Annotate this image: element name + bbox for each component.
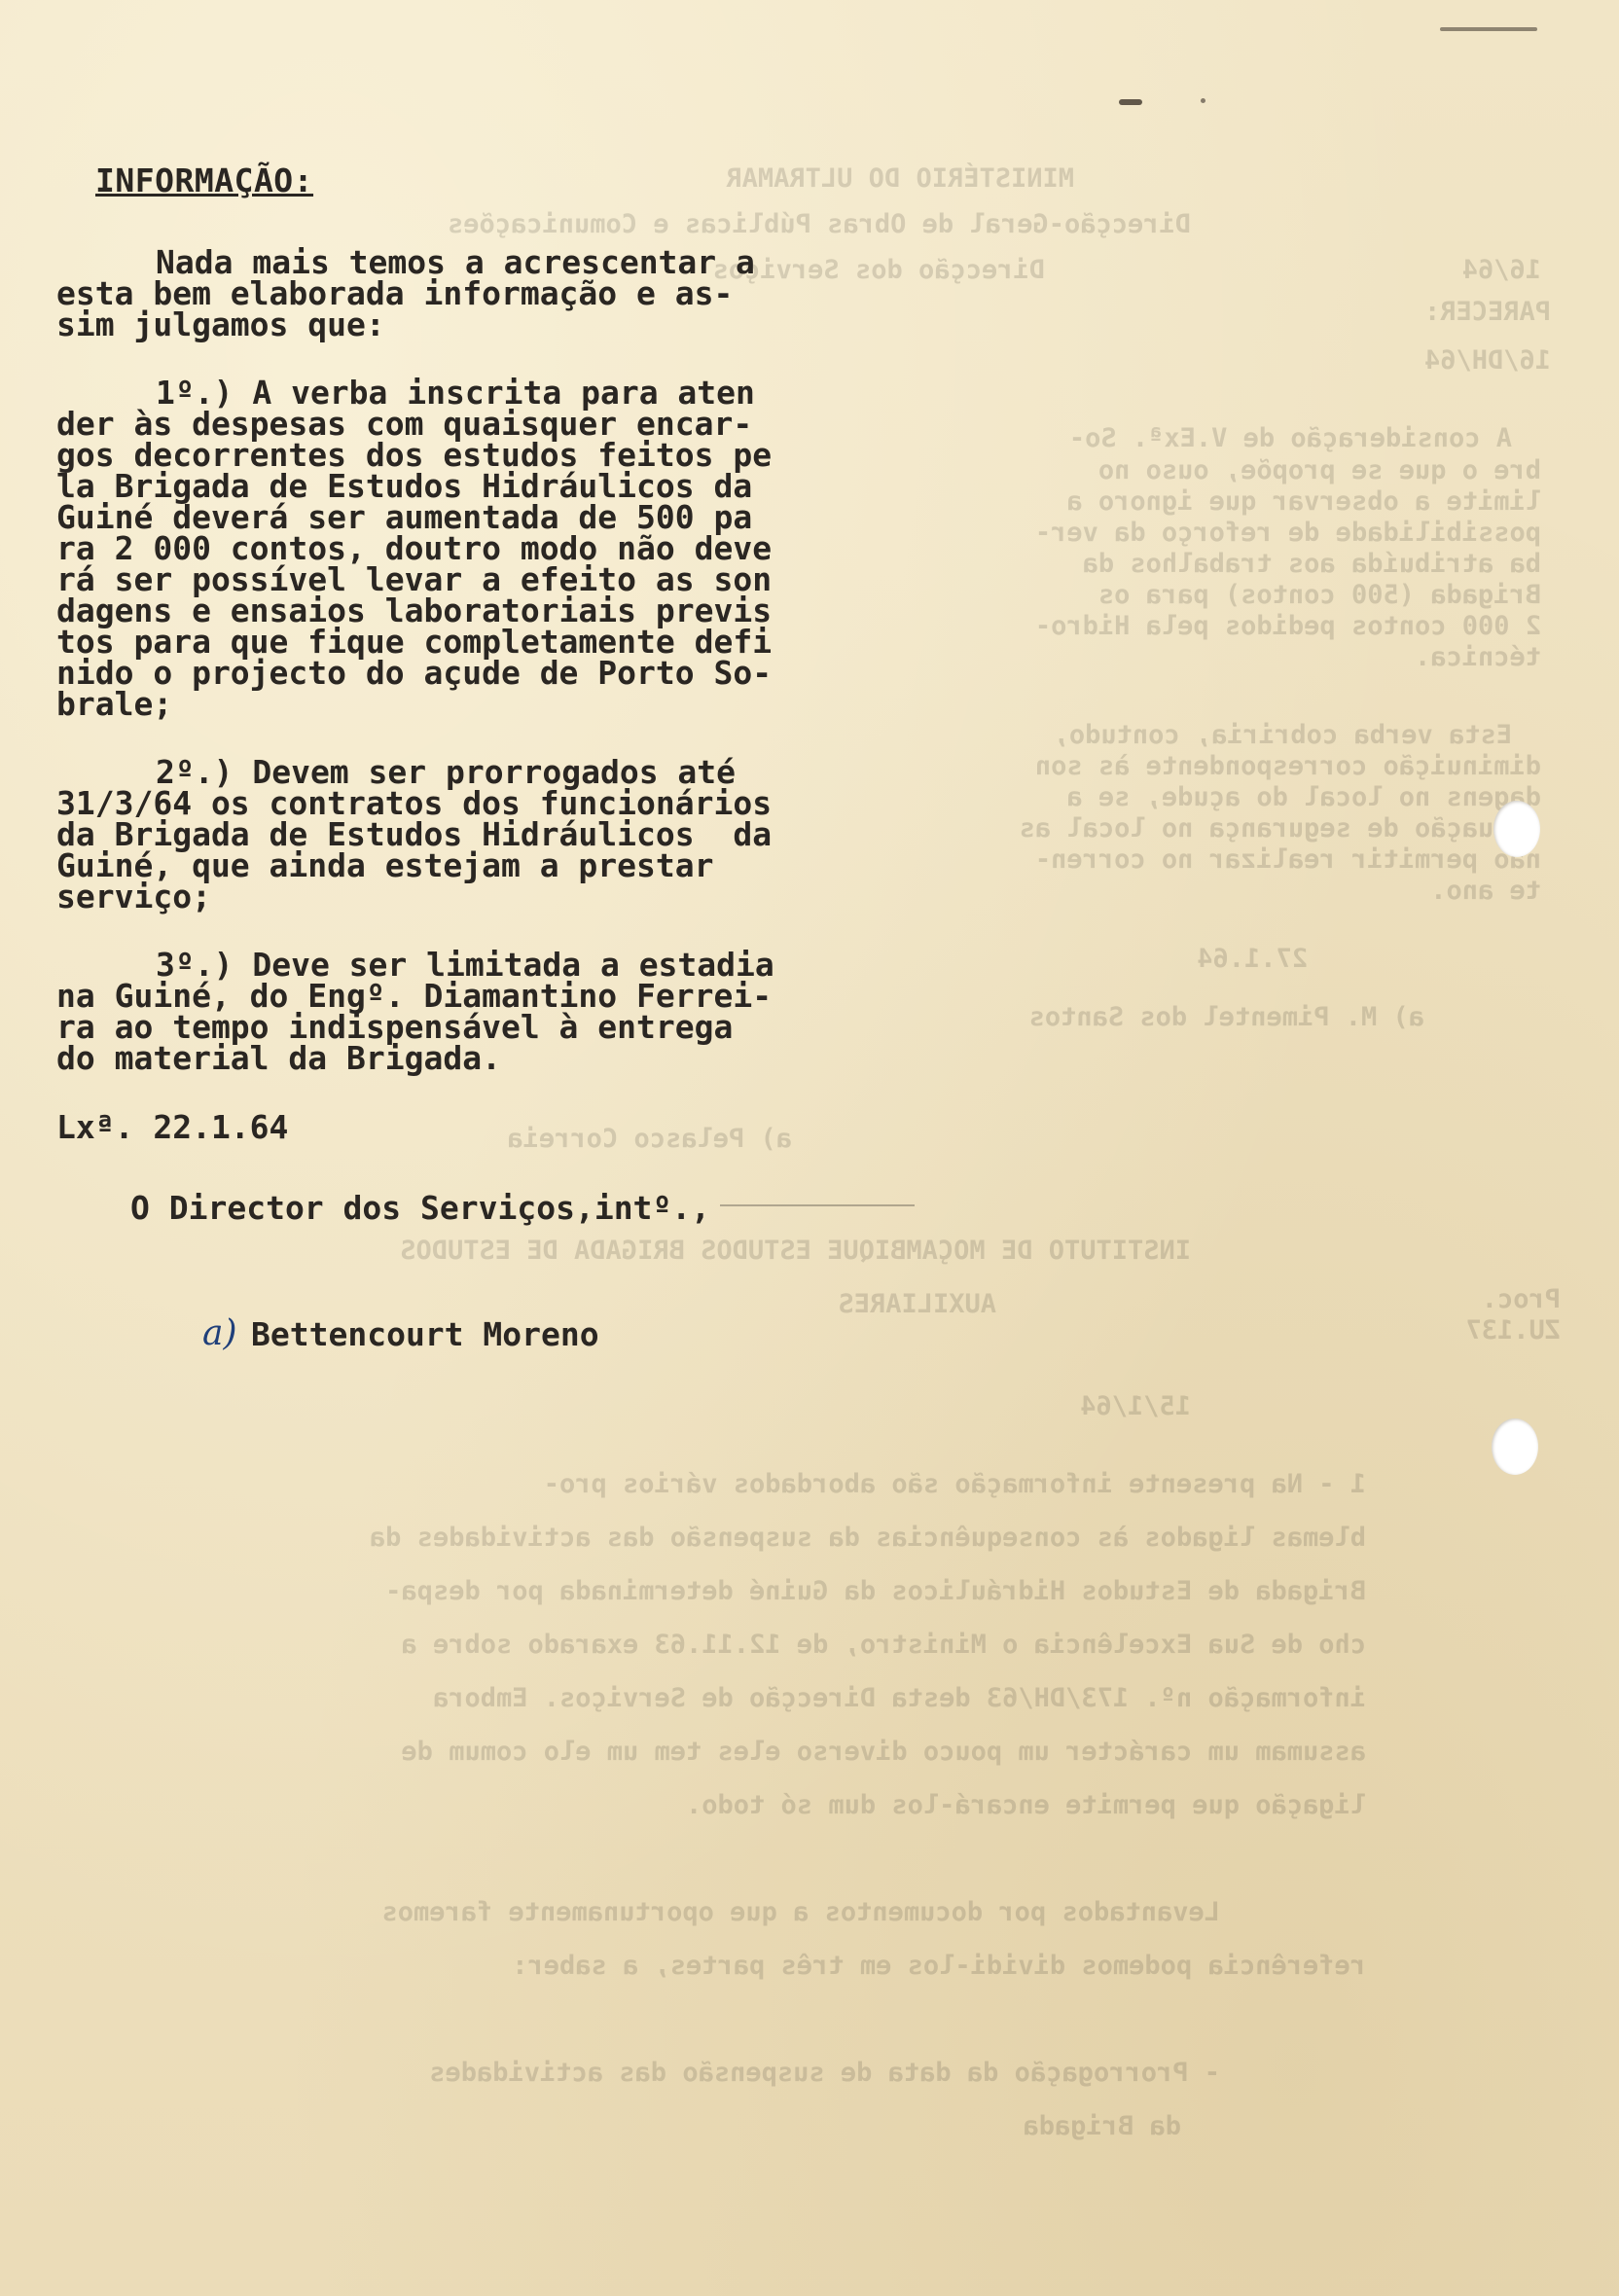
signatory-name: Bettencourt Moreno bbox=[251, 1315, 599, 1353]
document-heading: INFORMAÇÃO: bbox=[95, 161, 314, 199]
bleed-through-text: MINISTÉRIO DO ULTRAMAR Direcção-Geral de Obras Públicas e Comunicações Direcção dos Serviços 16/64 PARECER: 16/DH/64 A consideração de V.Exª. So- bre o que se propõe, ouso no limite a observar que ignoro a possibilidade de reforço da ver- ba atribuída aos trabalhos da Brigada (500 contos) para os 2 000 contos pedidos pela Hidro- técnica. Esta verba cobriria, contudo, diminuição correspondente às son dagens no local do açude, se a situação de segurança no local as não permitir realizar no corren- te ano. 27.1.64 a) M. Pimentel dos Santos a) Pelasco Correia INSTITUTO DE MOÇAMBIQUE ESTUDOS BRIGADA DE ESTUDOS AUXILIARES Proc. ZU.137 15/1/64 1 - Na presente informação são abordados vários pro- blemas ligados às consequências da suspensão das actividades da Brigada de Estudos Hidráulicos da Guiné determinada por despa- cho de Sua Excelência o Ministro, de 12.11.63 exarado sobre a informação nº. 173/DH/63 desta Direcção de Serviços. Embora assumam um carácter um pouco diverso eles tem um elo comum de ligação que permite encará-los dum só todo. Levantados por documentos a que oportunamente faremos referência podemos dividi-los em três partes, a saber: - Prorrogação da data de suspensão das actividades da Brigada bbox=[369, 163, 1561, 2141]
point1-line: la Brigada de Estudos Hidráulicos da bbox=[56, 467, 753, 505]
intro-line: sim julgamos que: bbox=[56, 305, 385, 343]
intro-line: esta bem elaborada informação e as- bbox=[56, 274, 734, 312]
point1-line: der às despesas com quaisquer encar- bbox=[56, 405, 753, 443]
document-date: Lxª. 22.1.64 bbox=[56, 1108, 289, 1146]
signature-rule bbox=[720, 1204, 915, 1206]
punch-hole bbox=[1493, 801, 1540, 857]
point3-line: 3º.) Deve ser limitada a estadia bbox=[156, 946, 774, 984]
ink-speck bbox=[1440, 27, 1537, 31]
point1-line: rá ser possível levar a efeito as son bbox=[56, 560, 773, 598]
point1-line: 1º.) A verba inscrita para aten bbox=[156, 374, 755, 412]
point3-line: na Guiné, do Engº. Diamantino Ferrei- bbox=[56, 977, 773, 1015]
point1-line: nido o projecto do açude de Porto So- bbox=[56, 654, 773, 692]
point3-line: ra ao tempo indispensável à entrega bbox=[56, 1008, 734, 1046]
intro-line: Nada mais temos a acrescentar a bbox=[156, 243, 755, 281]
point2-line: serviço; bbox=[56, 878, 211, 915]
punch-hole bbox=[1492, 1418, 1538, 1475]
point1-line: Guiné deverá ser aumentada de 500 pa bbox=[56, 498, 753, 536]
point2-line: 31/3/64 os contratos dos funcionários bbox=[56, 784, 773, 822]
point2-line: Guiné, que ainda estejam a prestar bbox=[56, 846, 714, 884]
point1-line: dagens e ensaios laboratoriais previs bbox=[56, 592, 773, 629]
point2-line: 2º.) Devem ser prorrogados até bbox=[156, 753, 737, 791]
point1-line: brale; bbox=[56, 685, 173, 723]
signatory-title: O Director dos Serviços,intº., bbox=[130, 1189, 711, 1227]
handwritten-signature-mark: a) bbox=[202, 1313, 237, 1353]
ink-speck bbox=[1119, 99, 1142, 105]
point2-line: da Brigada de Estudos Hidráulicos da bbox=[56, 815, 773, 853]
point1-line: ra 2 000 contos, doutro modo não deve bbox=[56, 529, 773, 567]
point1-line: tos para que fique completamente defi bbox=[56, 623, 773, 661]
point1-line: gos decorrentes dos estudos feitos pe bbox=[56, 436, 773, 474]
ink-speck bbox=[1201, 98, 1205, 103]
point3-line: do material da Brigada. bbox=[56, 1039, 501, 1077]
